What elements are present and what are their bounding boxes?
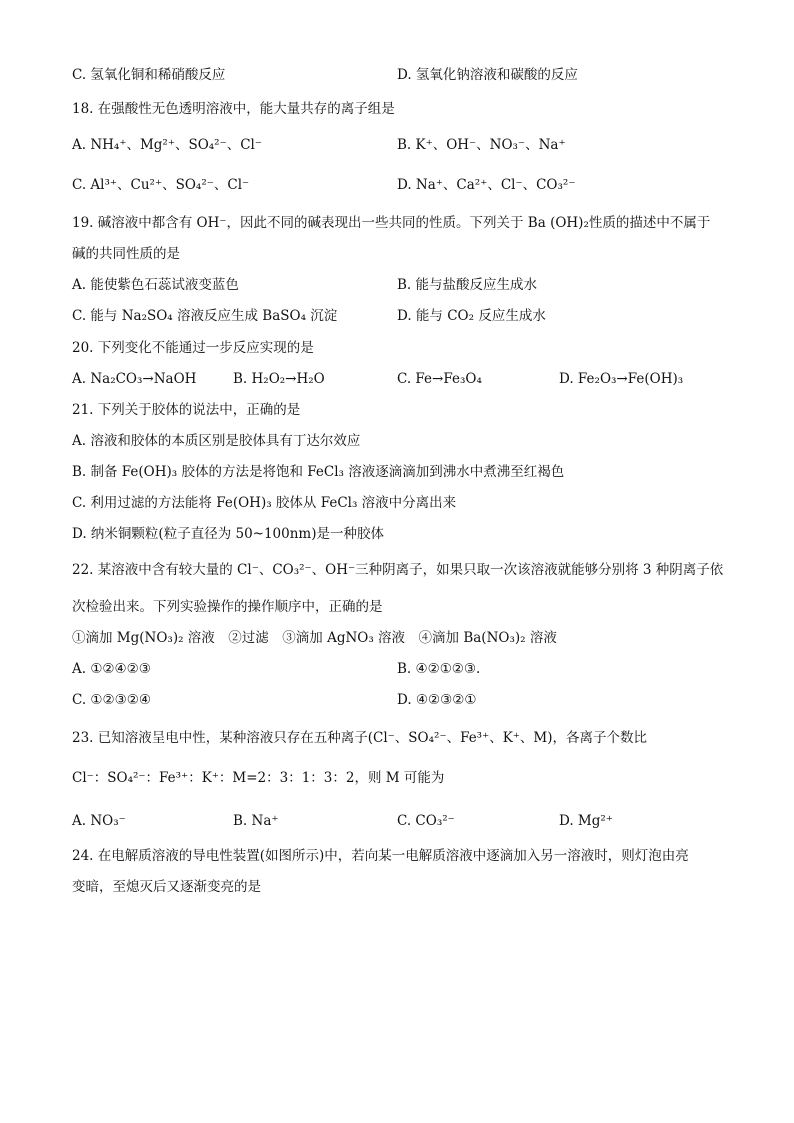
q23-option-d: D. Mg²⁺ (559, 813, 613, 829)
q18-option-b: B. K⁺、OH⁻、NO₃⁻、Na⁺ (397, 137, 566, 153)
q23-option-c: C. CO₃²⁻ (397, 813, 455, 829)
q22-option-a: A. ①②④②③ (72, 661, 151, 677)
q18-option-d: D. Na⁺、Ca²⁺、Cl⁻、CO₃²⁻ (397, 177, 576, 193)
q24-stem-line2: 变暗，至熄灭后又逐渐变亮的是 (72, 879, 261, 895)
q21-option-d: D. 纳米铜颗粒(粒子直径为 50~100nm)是一种胶体 (72, 526, 385, 542)
q24-stem-line1: 24. 在电解质溶液的导电性装置(如图所示)中，若向某一电解质溶液中逐滴加入另一溶液时，则灯泡由亮 (72, 848, 689, 864)
q22-stem-line2: 次检验出来。下列实验操作的操作顺序中，正确的是 (72, 599, 383, 615)
q23-option-a: A. NO₃⁻ (72, 813, 126, 829)
q19-option-a: A. 能使紫色石蕊试液变蓝色 (72, 277, 239, 293)
q19-stem-line1: 19. 碱溶液中都含有 OH⁻，因此不同的碱表现出一些共同的性质。下列关于 Ba (OH)₂性质的描述中不属于 (72, 215, 711, 231)
q19-option-b: B. 能与盐酸反应生成水 (397, 277, 538, 293)
q19-option-d: D. 能与 CO₂ 反应生成水 (397, 308, 546, 324)
q23-stem-line2: Cl⁻：SO₄²⁻：Fe³⁺：K⁺：M=2：3：1：3：2，则 M 可能为 (72, 770, 445, 786)
q22-option-c: C. ①②③②④ (72, 692, 151, 708)
q18-option-a: A. NH₄⁺、Mg²⁺、SO₄²⁻、Cl⁻ (72, 137, 262, 153)
q17-option-c: C. 氢氧化铜和稀硝酸反应 (72, 67, 226, 83)
q19-stem-line2: 碱的共同性质的是 (72, 246, 180, 262)
q23-stem-line1: 23. 已知溶液呈电中性，某种溶液只存在五种离子(Cl⁻、SO₄²⁻、Fe³⁺、K⁺、M)，各离子个数比 (72, 730, 648, 746)
q20-stem: 20. 下列变化不能通过一步反应实现的是 (72, 340, 314, 356)
q19-option-c: C. 能与 Na₂SO₄ 溶液反应生成 BaSO₄ 沉淀 (72, 308, 338, 324)
q21-option-b: B. 制备 Fe(OH)₃ 胶体的方法是将饱和 FeCl₃ 溶液逐滴滴加到沸水中煮沸至红褐色 (72, 464, 565, 480)
q21-option-c: C. 利用过滤的方法能将 Fe(OH)₃ 胶体从 FeCl₃ 溶液中分离出来 (72, 495, 457, 511)
q21-stem: 21. 下列关于胶体的说法中，正确的是 (72, 402, 301, 418)
q17-option-d: D. 氢氧化钠溶液和碳酸的反应 (397, 67, 578, 83)
q22-option-b: B. ④②①②③. (397, 661, 481, 677)
q22-option-d: D. ④②③②① (397, 692, 477, 708)
q23-option-b: B. Na⁺ (233, 813, 279, 829)
q21-option-a: A. 溶液和胶体的本质区别是胶体具有丁达尔效应 (72, 433, 361, 449)
q22-operations: ①滴加 Mg(NO₃)₂ 溶液 ②过滤 ③滴加 AgNO₃ 溶液 ④滴加 Ba(NO₃)₂ 溶液 (72, 630, 557, 646)
q20-option-d: D. Fe₂O₃→Fe(OH)₃ (559, 371, 684, 387)
q20-option-c: C. Fe→Fe₃O₄ (397, 371, 482, 387)
q22-stem-line1: 22. 某溶液中含有较大量的 Cl⁻、CO₃²⁻、OH⁻三种阴离子，如果只取一次该溶液就能够分别将 3 种阴离子依 (72, 562, 724, 578)
q18-option-c: C. Al³⁺、Cu²⁺、SO₄²⁻、Cl⁻ (72, 177, 250, 193)
q20-option-b: B. H₂O₂→H₂O (233, 371, 325, 387)
q20-option-a: A. Na₂CO₃→NaOH (72, 371, 197, 387)
q18-stem: 18. 在强酸性无色透明溶液中，能大量共存的离子组是 (72, 101, 395, 117)
